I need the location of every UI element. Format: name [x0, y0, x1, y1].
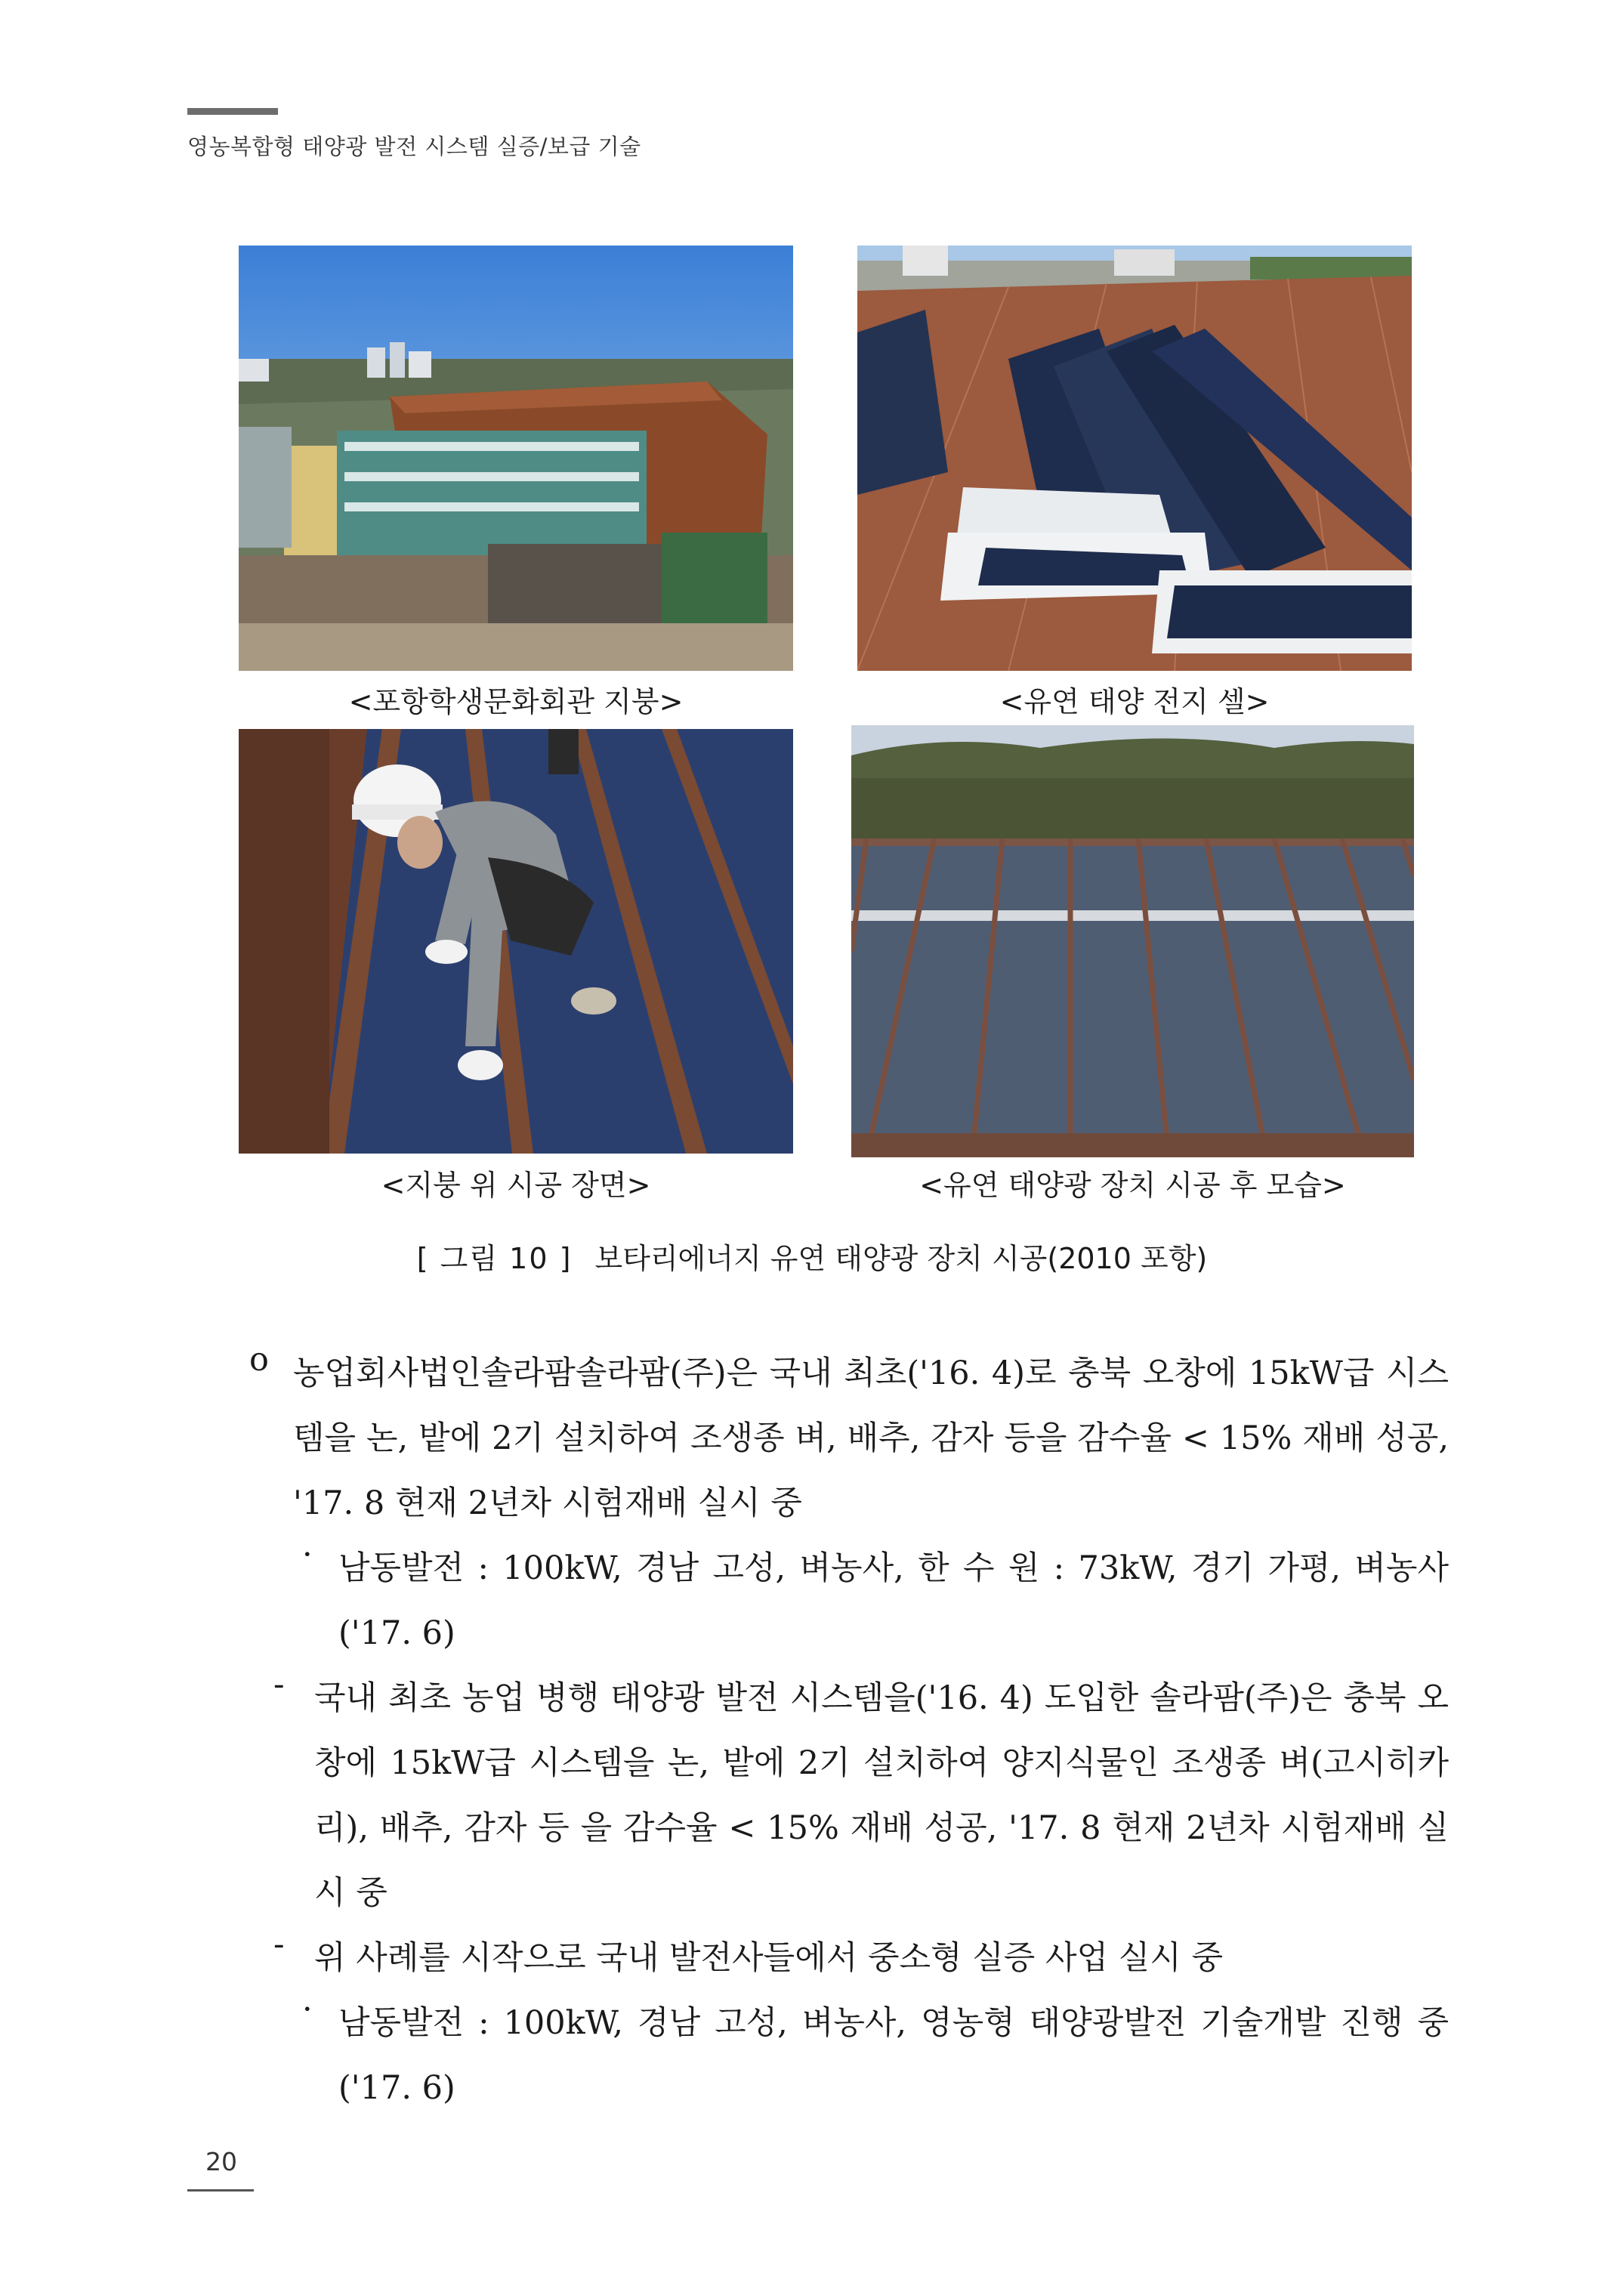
paragraph-text: 남동발전 : 100kW, 경남 고성, 벼농사, 한 수 원 : 73kW, 경기 가평, 벼농사 ('17. 6) [338, 1549, 1449, 1652]
figure-title [0, 1235, 1624, 1277]
bullet-marker: o [249, 1341, 269, 1379]
page-number: 20 [205, 2147, 237, 2176]
paragraph-text: 국내 최초 농업 병행 태양광 발전 시스템을('16. 4) 도입한 솔라팜(주)은 충북 오창에 15kW급 시스템을 논, 밭에 2기 설치하여 양지식물인 조생종 벼(고시히카리), 배추, 감자 등 을 감수율 < 15% 재배 성공, '17. 8 현재 2년차 시험재배 실시 중 [314, 1679, 1449, 1912]
figure-label: [ 그림 10 ] [416, 1242, 573, 1275]
running-title: 영농복합형 태양광 발전 시스템 실증/보급 기술 [187, 134, 641, 159]
bullet-marker: · [302, 1991, 313, 2028]
paragraph-text: 농업회사법인솔라팜솔라팜(주)은 국내 최초('16. 4)로 충북 오창에 15kW급 시스템을 논, 밭에 2기 설치하여 조생종 벼, 배추, 감자 등을 감수율 < 15% 재배 성공, '17. 8 현재 2년차 시험재배 실시 중 [293, 1354, 1449, 1522]
paragraph-text: 남동발전 : 100kW, 경남 고성, 벼농사, 영농형 태양광발전 기술개발 진행 중 ('17. 6) [338, 2004, 1449, 2107]
photo-caption: <지붕 위 시공 장면> [381, 1169, 651, 1202]
photo-caption: <유연 태양 전지 셀> [999, 685, 1270, 718]
photo-caption: <유연 태양광 장치 시공 후 모습> [919, 1169, 1346, 1202]
photo-student-culture-center-roof [239, 246, 793, 671]
bullet-marker: - [273, 1926, 285, 1963]
bullet-marker: · [302, 1536, 313, 1574]
photo-caption: <포항학생문화회관 지붕> [348, 685, 684, 718]
footer-rule [187, 2189, 254, 2192]
photo-rooftop-installation-scene [239, 729, 793, 1154]
paragraph-text: 위 사례를 시작으로 국내 발전사들에서 중소형 실증 사업 실시 중 [314, 1939, 1224, 1977]
photo-completed-flexible-pv-roof [851, 725, 1414, 1157]
bullet-marker: - [273, 1666, 285, 1703]
header-rule [187, 108, 278, 115]
figure-title-text: 보타리에너지 유연 태양광 장치 시공(2010 포항) [594, 1242, 1208, 1275]
photo-flexible-solar-cells [857, 246, 1412, 671]
